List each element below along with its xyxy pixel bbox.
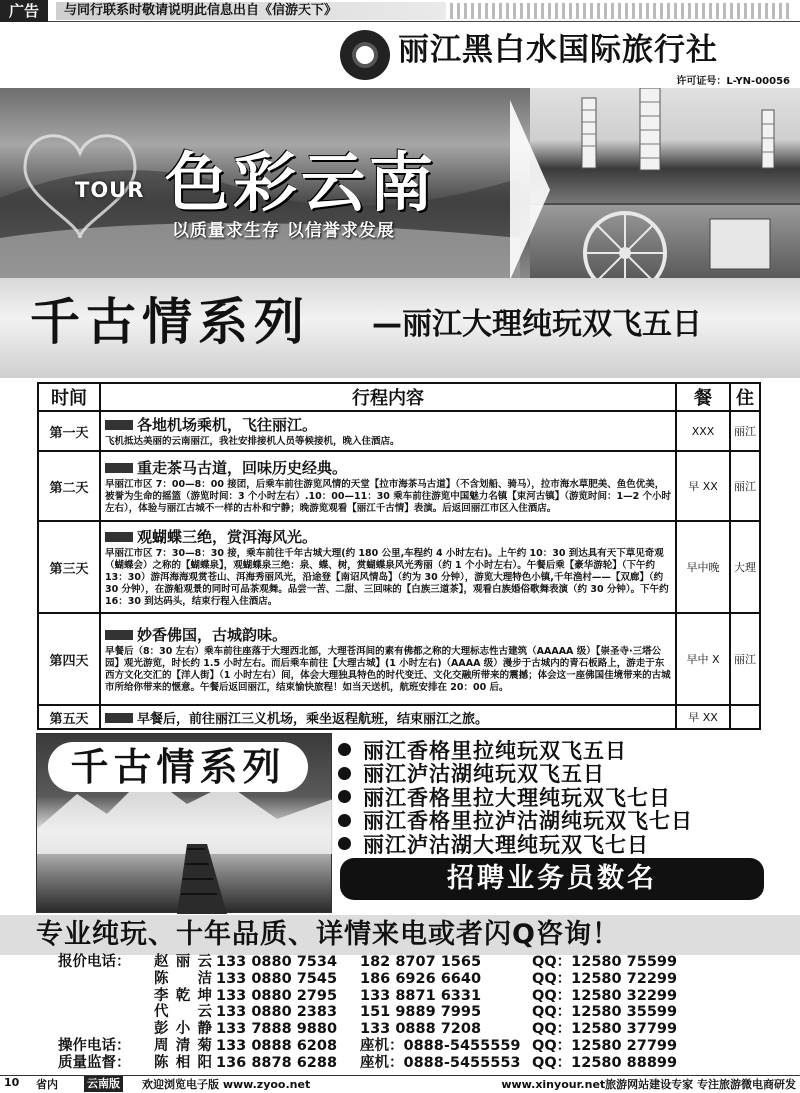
stay-cell: 丽江 bbox=[730, 411, 760, 451]
bullet-icon bbox=[338, 743, 351, 756]
contact-mobile: 133 0880 2795 bbox=[216, 987, 338, 1004]
day-label: 第一天 bbox=[38, 411, 100, 451]
header-content: 行程内容 bbox=[100, 383, 676, 411]
contact-name: 赵丽云 bbox=[154, 954, 212, 970]
contact-qq: QQ：12580 72299 bbox=[532, 970, 678, 987]
arrow-icon bbox=[105, 420, 133, 430]
license-number: 许可证号：L-YN-00056 bbox=[676, 76, 790, 87]
contact-label: 质量监督： bbox=[58, 1054, 131, 1071]
contact-mobile: 133 0880 2383 bbox=[216, 1004, 338, 1021]
contact-qq: QQ：12580 37799 bbox=[532, 1021, 678, 1038]
banner-title: 色彩云南 bbox=[165, 147, 437, 221]
ad-tag: 广告 bbox=[0, 0, 48, 22]
day-content bbox=[100, 705, 676, 729]
arrow-icon bbox=[105, 630, 133, 640]
day-content bbox=[100, 411, 676, 451]
table-row bbox=[38, 705, 760, 729]
waterwheel-photo bbox=[530, 205, 800, 278]
recruit-banner: 招聘业务员数名 bbox=[340, 858, 764, 900]
banner-slogan: 以质量求生存 以信誉求发展 bbox=[172, 221, 395, 241]
footer-website-link[interactable]: 欢迎浏览电子版 www.zyoo.net bbox=[142, 1078, 311, 1091]
day-heading: 各地机场乘机，飞往丽江。 bbox=[137, 416, 318, 434]
contact-name: 代云 bbox=[154, 1004, 212, 1021]
day-heading: 妙香佛国，古城韵味。 bbox=[137, 626, 288, 644]
contact-mobile: 133 7888 9880 bbox=[216, 1021, 338, 1038]
table-row bbox=[38, 521, 760, 613]
day-label: 第三天 bbox=[38, 521, 100, 613]
contact-name: 李乾坤 bbox=[154, 987, 212, 1004]
meal-cell: 早中 X bbox=[676, 613, 730, 705]
bullet-icon bbox=[338, 767, 351, 780]
day-description: 早餐后（8：30 左右）乘车前往座落于大理西北部，大理苍洱间的素有佛都之称的大理标志性古建筑（AAAAA 级）【崇圣寺·三塔公园】观光游览，时长约 1.5 小时左右。而后乘车前往【大理古城】(1 小时左右)（AAAA 级）漫步于古城内的青石板路上，游走于东西方文化交汇的【洋人街】（1 小时左右）间，体会大理独具特色的时代变迁、文化交融所带来的震撼；体会这一座佛国佳境带来的古城市所给你带来的惬意。午餐后返回丽江，结束愉快旅程！如当天送机，航班安排在 20：00 后。 bbox=[105, 646, 671, 693]
day-heading: 早餐后，前往丽江三义机场，乘坐返程航班，结束丽江之旅。 bbox=[137, 712, 489, 727]
contact-phone2: 座机：0888-5455559 bbox=[360, 1037, 521, 1054]
contact-row bbox=[58, 988, 798, 1005]
meal-cell: 早 XX bbox=[676, 451, 730, 521]
tour-label: TOUR bbox=[75, 178, 145, 202]
contact-name: 陈洁 bbox=[154, 970, 212, 987]
contact-phone2: 151 9889 7995 bbox=[360, 1004, 482, 1021]
meal-cell: XXX bbox=[676, 411, 730, 451]
ad-notice: 与同行联系时敬请说明此信息出自《信游天下》 bbox=[56, 2, 446, 20]
contact-mobile: 136 8878 6288 bbox=[216, 1054, 338, 1071]
arrow-icon bbox=[105, 713, 133, 723]
contact-mobile: 133 0880 7545 bbox=[216, 970, 338, 987]
contact-qq: QQ：12580 27799 bbox=[532, 1037, 678, 1054]
footer-section: 省内 bbox=[36, 1078, 58, 1091]
route-name: 丽江香格里拉泸沽湖纯玩双飞七日 bbox=[363, 809, 693, 834]
day-content bbox=[100, 451, 676, 521]
contact-qq: QQ：12580 88899 bbox=[532, 1054, 678, 1071]
promo-series-title: 千古情系列 bbox=[48, 742, 308, 792]
route-list bbox=[338, 738, 788, 858]
stay-cell bbox=[730, 705, 760, 729]
stay-cell: 丽江 bbox=[730, 613, 760, 705]
series-title: 千古情系列 bbox=[30, 292, 310, 351]
route-name: 丽江香格里拉大理纯玩双飞七日 bbox=[363, 785, 671, 810]
day-label: 第二天 bbox=[38, 451, 100, 521]
day-description: 飞机抵达美丽的云南丽江，我社安排接机人员等候接机，晚入住酒店。 bbox=[105, 436, 400, 447]
contact-qq: QQ：12580 75599 bbox=[532, 954, 678, 970]
arrow-icon bbox=[105, 463, 133, 473]
table-row bbox=[38, 613, 760, 705]
day-description: 早丽江市区 7：30—8：30 接，乘车前往千年古城大理(约 180 公里,车程约 4 小时左右)。上午约 10：30 到达具有天下草见奇观（蝴蝶会）之称的【蝴蝶泉】，观蝴蝶泉三绝：泉、蝶、树，赏蝴蝶泉风光秀丽（约 1 个小时左右）。午餐后乘【豪华游轮】（下午约 13：30）游洱海海观赏苍山、洱海秀丽风光，沿途登【南诏风情岛】（约为 30 分钟），游览大理特色小镇,千年渔村——【双廊】（约 30 分钟），在游船观景的同时可品茶观舞。品尝一苦、二甜、三回味的【白族三道茶】，观看白族婚俗歌舞表演（约 30 分钟）。下午约 16：30 到达码头，结束行程入住酒店。 bbox=[105, 548, 669, 607]
contact-row bbox=[58, 1038, 798, 1055]
route-name: 丽江泸沽湖大理纯玩双飞七日 bbox=[363, 832, 649, 857]
day-heading: 重走茶马古道，回味历史经典。 bbox=[137, 459, 348, 477]
table-header-row bbox=[38, 383, 760, 411]
stay-cell: 大理 bbox=[730, 521, 760, 613]
contact-row bbox=[58, 1055, 798, 1072]
header-meal: 餐 bbox=[676, 383, 730, 411]
day-label: 第四天 bbox=[38, 613, 100, 705]
slogan-text: 专业纯玩、十年品质、详情来电或者闪Q咨询！ bbox=[36, 919, 620, 950]
day-content bbox=[100, 521, 676, 613]
contact-qq: QQ：12580 35599 bbox=[532, 1004, 678, 1021]
contact-mobile: 133 0880 7534 bbox=[216, 954, 338, 970]
decorative-stripes bbox=[450, 3, 790, 19]
page-number: 10 bbox=[4, 1076, 20, 1089]
agency-name: 丽江黑白水国际旅行社 bbox=[398, 32, 718, 68]
stay-cell: 丽江 bbox=[730, 451, 760, 521]
contact-label: 操作电话： bbox=[58, 1037, 131, 1054]
footer-edition: 云南版 bbox=[84, 1076, 123, 1092]
itinerary-table bbox=[37, 382, 761, 730]
contact-row bbox=[58, 954, 798, 971]
logo-swirl-icon bbox=[352, 42, 378, 68]
contact-phone2: 座机：0888-5455553 bbox=[360, 1054, 521, 1071]
contact-row bbox=[58, 971, 798, 988]
day-label: 第五天 bbox=[38, 705, 100, 729]
contact-label bbox=[58, 971, 154, 988]
contact-list bbox=[58, 954, 798, 1072]
contact-name: 彭小静 bbox=[154, 1021, 212, 1038]
bullet-icon bbox=[338, 837, 351, 850]
contact-name: 陈相阳 bbox=[154, 1054, 212, 1071]
table-row bbox=[38, 451, 760, 521]
contact-label bbox=[58, 988, 154, 1005]
contact-row bbox=[58, 1021, 798, 1038]
route-name: 丽江香格里拉纯玩双飞五日 bbox=[363, 738, 627, 763]
contact-phone2: 186 6926 6640 bbox=[360, 970, 482, 987]
header-stay: 住 bbox=[730, 383, 760, 411]
banner-arrow-divider bbox=[510, 100, 550, 280]
contact-phone2: 182 8707 1565 bbox=[360, 954, 482, 970]
contact-phone2: 133 8871 6331 bbox=[360, 987, 482, 1004]
meal-cell: 早中晚 bbox=[676, 521, 730, 613]
contact-label: 报价电话： bbox=[58, 954, 131, 970]
arrow-icon bbox=[105, 532, 133, 542]
contact-mobile: 133 0888 6208 bbox=[216, 1037, 338, 1054]
contact-qq: QQ：12580 32299 bbox=[532, 987, 678, 1004]
day-heading: 观蝴蝶三绝，赏洱海风光。 bbox=[137, 528, 318, 546]
contact-label bbox=[58, 1004, 154, 1021]
meal-cell: 早 XX bbox=[676, 705, 730, 729]
day-description: 早丽江市区 7：00—8：00 接团，后乘车前往游览风情的天堂【拉市海茶马古道】（不含划船、骑马），拉市海水草肥美、鱼色优美，被誉为生命的摇篮（游览时间：3 个小时左右）.10：00—11：30 乘车前往游览中国魅力名镇【束河古镇】（游览时间：1—2 个小时左右），体验与丽江古城不一样的古朴和宁静；晚游览观看【丽江千古情】表演。后返回丽江市区入住酒店。 bbox=[105, 479, 671, 514]
contact-phone2: 133 0888 7208 bbox=[360, 1021, 482, 1038]
bullet-icon bbox=[338, 814, 351, 827]
footer-right-text[interactable]: www.xinyour.net旅游网站建设专家 专注旅游微电商研发 bbox=[501, 1078, 796, 1091]
contact-label bbox=[58, 1021, 154, 1038]
series-subtitle: —丽江大理纯玩双飞五日 bbox=[372, 307, 702, 342]
header-time: 时间 bbox=[38, 383, 100, 411]
table-row bbox=[38, 411, 760, 451]
contact-row bbox=[58, 1004, 798, 1021]
bullet-icon bbox=[338, 790, 351, 803]
contact-name: 周清菊 bbox=[154, 1037, 212, 1054]
list-item bbox=[338, 832, 788, 856]
day-content bbox=[100, 613, 676, 705]
three-pagodas-photo bbox=[530, 88, 800, 203]
route-name: 丽江泸沽湖纯玩双飞五日 bbox=[363, 762, 605, 787]
